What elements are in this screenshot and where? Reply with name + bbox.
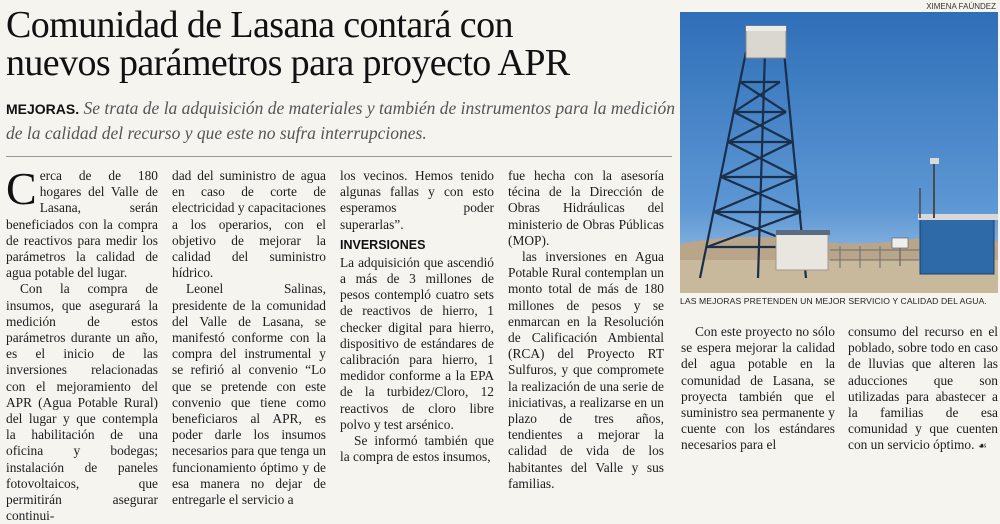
column-3 [340, 168, 494, 465]
deck [6, 96, 676, 145]
shed-left-roof [776, 230, 830, 235]
photo-water-tower [680, 12, 998, 293]
photo-credit: XIMENA FAÚNDEZ [926, 2, 996, 11]
column-5 [681, 324, 835, 453]
paragraph: dad del suministro de agua en caso de corte de electricidad y capacitaciones a los operarios, con el objetivo de mejorar la calidad del suministro hídrico. [172, 168, 326, 281]
paragraph: Con la compra de insumos, que asegurará la medición de estos parámetros durante un año, es el inicio de las inversiones relacionadas con el mejoramiento del APR (Agua Potable Rural) del lugar y que contempla la habilitación de una oficina y bodegas; instalación de paneles fotovoltaicos, que permitirán asegurar continui- [6, 281, 158, 524]
divider-rule [6, 156, 672, 157]
blue-building-roof [918, 214, 998, 220]
paragraph: La adquisición que ascendió a más de 3 millones de pesos contempló cuatro sets de reactivos de hierro, 1 checker digital para hierro, dispositivo de estándares de calibración para hierro, 1 medidor conforme a la EPA de la turbidez/Cloro, 12 reactivos de cloro libre polvo y test arsénico. [340, 254, 494, 432]
paragraph [6, 163, 158, 281]
column-6 [848, 324, 998, 453]
paragraph-text: erca de de 180 hogares del Valle de Lasana, serán beneficiados con la compra de reactivos para medir los parámetros la calidad de agua potable del lugar. [6, 168, 158, 281]
drop-cap: C [6, 163, 37, 214]
light-fixture [930, 158, 939, 164]
headline-line-1: Comunidad de Lasana contará con [6, 4, 513, 46]
paragraph-text: consumo del recurso en el poblado, sobre todo en caso de lluvias que alteren las aducciones que son utilizadas para abastecer a la familias de esa comunidad y que cuenten con un servicio óptimo. [848, 324, 998, 453]
paragraph: los vecinos. Hemos tenido algunas fallas y con esto esperamos poder superarlas”. [340, 168, 494, 232]
kicker: MEJORAS. [6, 101, 80, 117]
photo-caption: LAS MEJORAS PRETENDEN UN MEJOR SERVICIO Y CALIDAD DEL AGUA. [680, 296, 987, 306]
paragraph: Leonel Salinas, presidente de la comunidad del Valle de Lasana, se manifestó conforme con la compra del instrumental y se refirió al convenio “Lo que se pretende con este convenio que tiene como beneficiaros al APR, es poder darle los insumos necesarios para que tenga un funcionamiento óptimo y de esa manera no dejar de entregarle el servicio a [172, 281, 326, 508]
water-tower-illustration [680, 12, 998, 293]
sign-board [892, 238, 908, 248]
column-1 [6, 163, 158, 524]
paragraph: las inversiones en Agua Potable Rural contemplan un monto total de más de 180 millones de pesos y se enmarcan en la Resolución de Calificación Ambiental (RCA) del Proyecto RT Sulfuros, y que compromete la realización de una serie de iniciativas, a realizarse en un plazo de tres años, tendientes a mejorar la calidad de vida de los habitantes del Valle y sus familias. [508, 249, 664, 491]
shed-left [776, 234, 828, 270]
headline [6, 6, 674, 82]
subhead-inversiones: INVERSIONES [340, 237, 426, 252]
paragraph: fue hecha con la asesoría técina de la Dirección de Obras Hidráulicas del ministerio de Obras Públicas (MOP). [508, 168, 664, 248]
headline-line-2: nuevos parámetros para proyecto APR [6, 42, 570, 84]
paragraph [848, 324, 998, 456]
column-2 [172, 168, 326, 508]
paragraph: Con este proyecto no sólo se espera mejorar la calidad del agua potable en la comunidad de Lasana, se proyecta también que el suministro sea permanente y cuente con los estándares necesarios para el [681, 324, 835, 453]
paragraph: Se informó también que la compra de estos insumos, [340, 433, 494, 465]
column-4 [508, 168, 664, 491]
blue-building [920, 218, 994, 274]
tank-rim [746, 26, 786, 31]
deck-text: Se trata de la adquisición de materiales y también de instrumentos para la medición de la calidad del recurso y que este no sufra interrupciones. [6, 98, 676, 143]
end-mark-icon: ☙ [977, 441, 987, 453]
